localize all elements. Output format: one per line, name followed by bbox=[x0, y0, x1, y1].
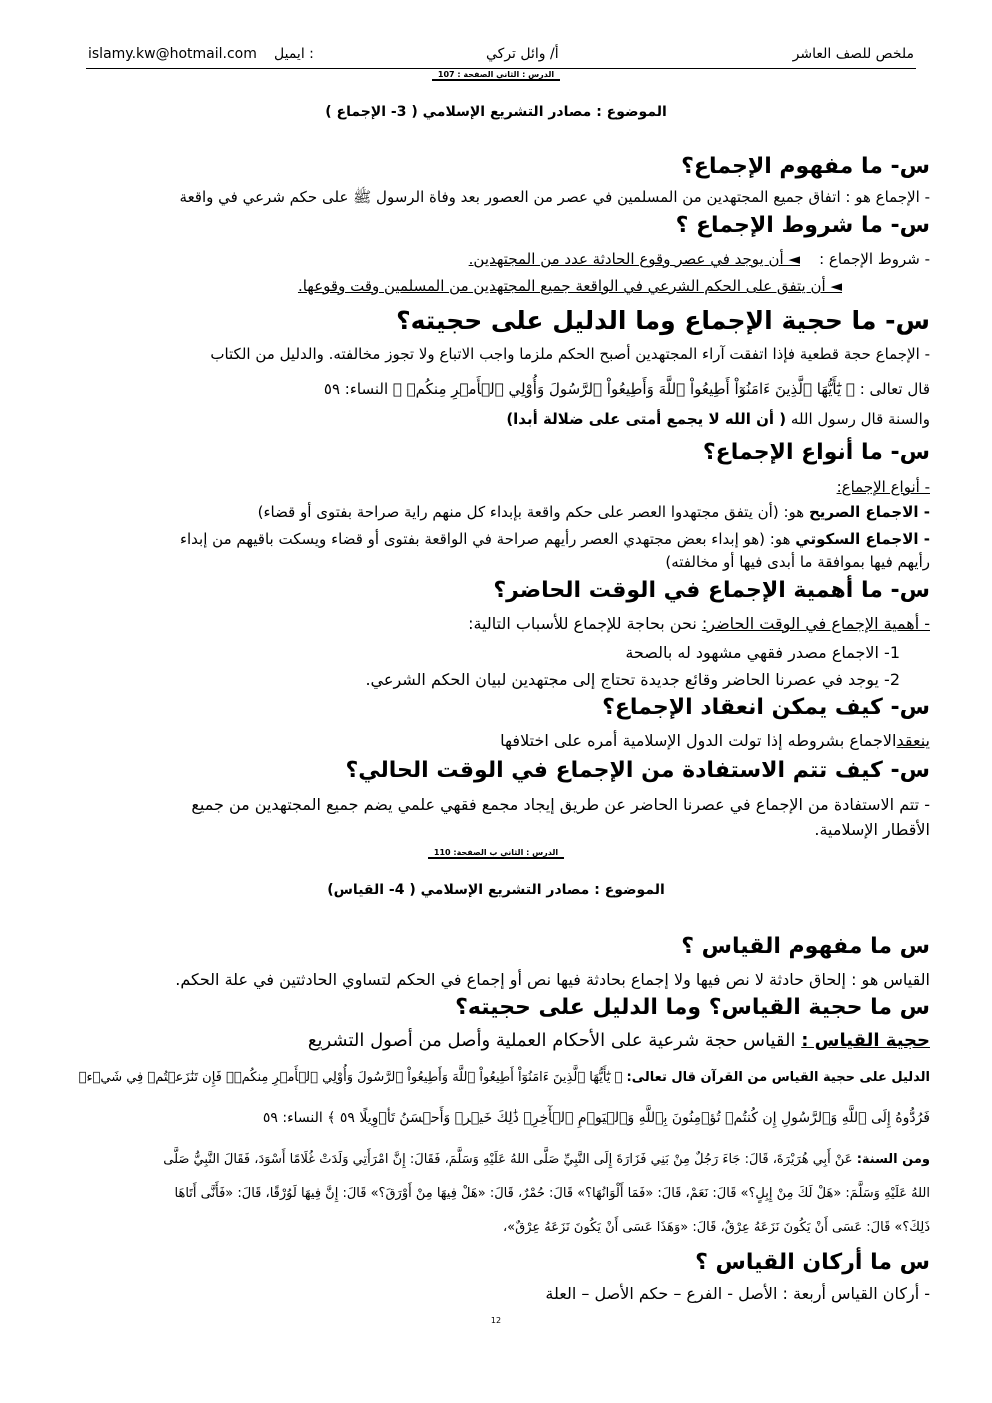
question-heading: س- ما شروط الإجماع ؟ bbox=[675, 213, 930, 238]
sunna-label: ومن السنة: bbox=[856, 1152, 930, 1167]
sunna-line bbox=[163, 1152, 930, 1167]
type-definition: هو: (أن يتفق مجتهدوا العصر على حكم واقعة بإبداء كل منهم راية صراحة بفتوى أو قضاء) bbox=[257, 503, 805, 521]
condition-item: ◄ أن يتفق على الحكم الشرعي في الواقعة جميع المجتهدين من المسلمين وقت وقوعها. bbox=[297, 277, 842, 295]
page-header bbox=[86, 46, 916, 69]
conditions-row bbox=[469, 250, 930, 268]
proof-text: القياس حجة شرعية على الأحكام العملية وأصل من أصول التشريع bbox=[307, 1030, 796, 1051]
question-heading: س- ما أنواع الإجماع؟ bbox=[702, 440, 930, 465]
question-heading: س- ما مفهوم الإجماع؟ bbox=[681, 154, 930, 179]
type-definition: هو: (هو إبداء بعض مجتهدي العصر رأيهم صراحة في الواقعة بفتوى أو قضاء ويسكت باقيهم من إبداء bbox=[179, 530, 791, 548]
conditions-label: - شروط الإجماع : bbox=[819, 250, 930, 268]
importance-label: - أهمية الإجماع في الوقت الحاضر: bbox=[701, 614, 930, 633]
quran-verse: قال تعالى : ﴿ يَٰٓأَيُّهَا ٱلَّذِينَ ءَامَنُوٓاْ أَطِيعُواْ ٱللَّهَ وَأَطِيعُواْ ٱلرَّسُولَ وَأُوْلِي ٱلۡأَمۡرِ مِنكُمۡ ﴾ النساء: ٥٩ bbox=[323, 380, 930, 398]
type-term: - الاجماع السكوتي bbox=[795, 530, 930, 548]
question-heading: س- كيف تتم الاستفادة من الإجماع في الوقت الحالي؟ bbox=[345, 758, 930, 783]
condition-item: ◄ أن يوجد في عصر وقوع الحادثة عدد من المجتهدين. bbox=[468, 250, 800, 268]
question-heading: س ما حجية القياس؟ وما الدليل على حجيته؟ bbox=[455, 995, 930, 1020]
sunna-text: اللهُ عَلَيْهِ وَسَلَّمَ: «هَلْ لَكَ مِنْ إِبِلٍ؟» قَالَ: نَعَمْ، قَالَ: «فَمَا أَلْوَانُهَا؟» قَالَ: حُمْرٌ، قَالَ: «هَلْ فِيهَا مِنْ أَوْرَقَ؟» قَالَ: إِنَّ فِيهَا لَوُرْقًا، قَالَ: «فَأَنَّى أَتَاهَا bbox=[174, 1186, 930, 1201]
answer-keyword: ينعقد bbox=[896, 731, 930, 750]
proof-label: الدليل على حجية القياس من القرآن قال تعالى: bbox=[626, 1070, 930, 1085]
topic-heading: الموضوع : مصادر التشريع الإسلامي ( 4- القياس) bbox=[327, 882, 665, 898]
importance-item: 2- يوجد في عصرنا الحاضر وقائع جديدة تحتاج إلى مجتهدين لبيان الحكم الشرعي. bbox=[365, 670, 900, 689]
topic-heading: الموضوع : مصادر التشريع الإسلامي ( 3- الإجماع ) bbox=[325, 104, 667, 120]
question-heading: س ما أركان القياس ؟ bbox=[695, 1250, 930, 1275]
question-heading: س- ما حجية الإجماع وما الدليل على حجيته؟ bbox=[396, 306, 930, 335]
hadith-intro: والسنة قال رسول الله bbox=[790, 410, 930, 428]
answer-text: - الإجماع هو : اتفاق جميع المجتهدين من المسلمين في عصر من العصور بعد وفاة الرسول ﷺ على حكم شرعي في واقعة bbox=[179, 188, 930, 206]
header-doc-title: ملخص للصف العاشر bbox=[792, 46, 914, 62]
type-item bbox=[258, 503, 930, 521]
answer-text: - أركان القياس أربعة : الأصل - الفرع – حكم الأصل – العلة bbox=[545, 1284, 930, 1303]
lesson-title: الدرس : الثاني الصفحة : 107 bbox=[0, 70, 992, 79]
importance-item: 1- الاجماع مصدر فقهي مشهود له بالصحة bbox=[625, 643, 900, 662]
answer-text: القياس هو : إلحاق حادثة لا نص فيها ولا إجماع بحادثة فيها نص أو إجماع في الحكم لتساوي الحادثتين في علة الحكم. bbox=[175, 970, 930, 989]
header-teacher: أ/ وائل تركي bbox=[486, 46, 559, 62]
sunna-text: ذَلِكَ؟» قَالَ: عَسَى أَنْ يَكُونَ نَزَعَهُ عِرْقٌ، قَالَ: «وَهَذَا عَسَى أَنْ يَكُونَ نَزَعَهُ عِرْقٌ»، bbox=[502, 1220, 930, 1235]
question-heading: س ما مفهوم القياس ؟ bbox=[681, 934, 930, 959]
importance-intro bbox=[468, 614, 930, 633]
answer-text bbox=[500, 731, 930, 750]
answer-text: - الإجماع حجة قطعية فإذا اتفقت آراء المجتهدين أصبح الحكم ملزما واجب الاتباع ولا تجوز مخالفته. والدليل من الكتاب bbox=[210, 345, 930, 363]
header-email: islamy.kw@hotmail.com bbox=[88, 46, 257, 62]
lesson-title: الدرس : الثاني ب الصفحة: 110 bbox=[0, 848, 992, 857]
hadith-text: ( أن الله لا يجمع أمتى على ضلالة أبدا) bbox=[506, 410, 787, 428]
proof-statement bbox=[308, 1030, 930, 1051]
type-definition-cont: رأيهم فيها بموافقة ما أبدى فيها أو مخالفته) bbox=[665, 553, 930, 571]
page-number: 12 bbox=[490, 1316, 502, 1325]
sunna-text: عَنْ أَبِي هُرَيْرَةَ، قَالَ: جَاءَ رَجُلٌ مِنْ بَنِي فَزَارَةَ إِلَى النَّبِيِّ صَلَّى اللهُ عَلَيْهِ وَسَلَّمَ، فَقَالَ: إِنَّ امْرَأَتِي وَلَدَتْ غُلَامًا أَسْوَدَ، فَقَالَ النَّبِيُّ صَلَّى bbox=[163, 1152, 853, 1167]
answer-text-cont: الأقطار الإسلامية. bbox=[814, 820, 930, 839]
answer-text: - تتم الاستفادة من الإجماع في عصرنا الحاضر عن طريق إيجاد مجمع فقهي علمي يضم جميع المجتهدين من جميع bbox=[191, 795, 930, 814]
header-email-label: ايميل : bbox=[274, 46, 314, 62]
question-heading: س- ما أهمية الإجماع في الوقت الحاضر؟ bbox=[493, 578, 930, 603]
type-item bbox=[180, 530, 930, 548]
type-term: - الاجماع الصريح bbox=[808, 503, 930, 521]
quran-verse: ﴿ يَٰٓأَيُّهَا ٱلَّذِينَ ءَامَنُوٓاْ أَطِيعُواْ ٱللَّهَ وَأَطِيعُواْ ٱلرَّسُولَ وَأُوْلِي ٱلۡأَمۡرِ مِنكُمۡۖ فَإِن تَنَٰزَعۡتُمۡ فِي شَيۡءٖ bbox=[78, 1070, 623, 1085]
proof-term: حجية القياس : bbox=[801, 1030, 930, 1051]
hadith-line bbox=[506, 410, 930, 428]
answer-body: الاجماع بشروطه إذا تولت الدول الإسلامية أمره على اختلافها bbox=[500, 731, 897, 750]
question-heading: س- كيف يمكن انعقاد الإجماع؟ bbox=[602, 695, 930, 720]
proof-line bbox=[79, 1070, 930, 1085]
importance-text: نحن بحاجة للإجماع للأسباب التالية: bbox=[468, 614, 697, 633]
types-label: - أنواع الإجماع: bbox=[836, 478, 930, 496]
quran-verse: فَرُدُّوهُ إِلَى ٱللَّهِ وَٱلرَّسُولِ إِن كُنتُمۡ تُؤۡمِنُونَ بِٱللَّهِ وَٱلۡيَوۡمِ ٱلۡأٓخِرِۚ ذَٰلِكَ خَيۡرٞ وَأَحۡسَنُ تَأۡوِيلًا ٥٩ ﴾ النساء: ٥٩ bbox=[262, 1110, 930, 1126]
